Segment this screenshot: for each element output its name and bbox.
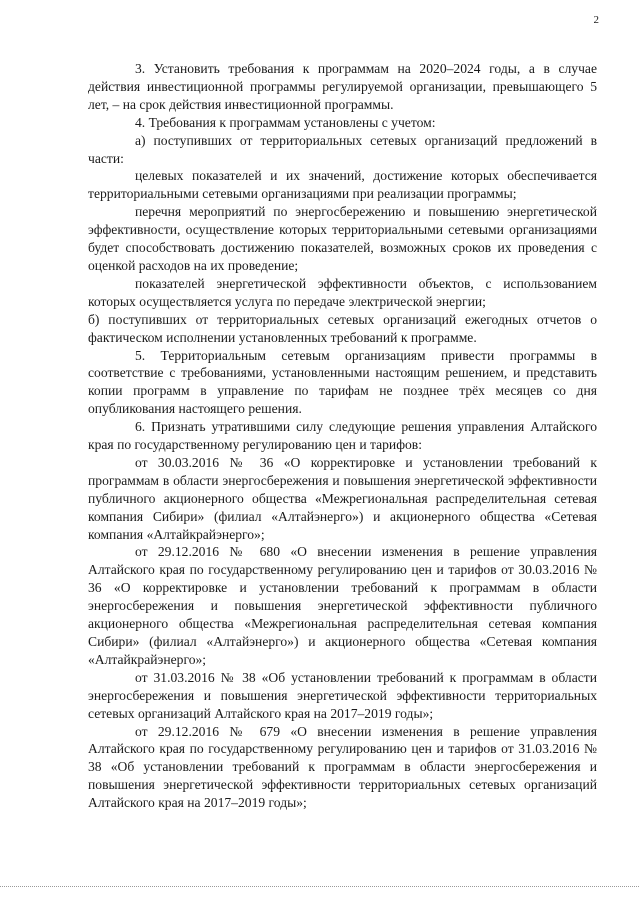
paragraph-5-bring-programs: 5. Территориальным сетевым организациям привести программы в соответствие с требованиями, установленными настоящим решением, и представить копии программ в управление по тарифам не позднее трёх месяцев со дня опубликования настоящего решения. <box>88 347 597 417</box>
paragraph-measures-list: перечня мероприятий по энергосбережению и повышению энергетической эффективности, осуществление которых территориальными сетевыми организациями будет способствовать достижению показателей, возможных сроков их проведения с оценкой расходов на их проведение; <box>88 204 597 273</box>
repealed-decision-38: от 31.03.2016 № 38 «Об установлении требований к программам в области энергосбережения и повышения энергетической эффективности территориальных сетевых организаций Алтайского края на 2017–2019 годы»; <box>88 669 597 721</box>
paragraph-4-requirements-basis: 4. Требования к программам установлены с учетом: <box>135 114 436 130</box>
paragraph-3-program-period: 3. Установить требования к программам на 2020–2024 годы, а в случае действия инвестиционной программы регулируемой организации, превышающего 5 лет, – на срок действия инвестиционной программы. <box>88 61 597 112</box>
paragraph-target-indicators: целевых показателей и их значений, достижение которых обеспечивается территориальными сетевыми организациями при реализации программы; <box>88 168 597 202</box>
repealed-decision-680: от 29.12.2016 № 680 «О внесении изменения в решение управления Алтайского края по государственному регулированию цен и тарифов от 30.03.2016 № 36 «О корректировке и установлении требований к программам в области энергосбережения и повышения энергетической эффективности публичного акционерного общества «Межрегиональная распределительная сетевая компания Сибири» (филиал «Алтайэнерго») и акционерного общества «Сетевая компания «Алтайкрайэнерго»; <box>88 544 597 667</box>
paragraph-6-repeal: 6. Признать утратившими силу следующие решения управления Алтайского края по государственному регулированию цен и тарифов: <box>88 419 597 453</box>
paragraph-4a-proposals: а) поступивших от территориальных сетевых организаций предложений в части: <box>88 132 597 166</box>
bottom-divider <box>0 886 639 887</box>
document-body <box>88 60 597 812</box>
paragraph-4b-reports: б) поступивших от территориальных сетевых организаций ежегодных отчетов о фактическом исполнении установленных требований к программе. <box>88 311 597 345</box>
repealed-decision-36: от 30.03.2016 № 36 «О корректировке и установлении требований к программам в области энергосбережения и повышения энергетической эффективности публичного акционерного общества «Межрегиональная распределительная сетевая компания Сибири» (филиал «Алтайэнерго») и акционерного общества «Сетевая компания «Алтайкрайэнерго»; <box>88 454 597 542</box>
paragraph-efficiency-indicators: показателей энергетической эффективности объектов, с использованием которых осуществляется услуга по передаче электрической энергии; <box>88 275 597 309</box>
repealed-decision-679: от 29.12.2016 № 679 «О внесении изменения в решение управления Алтайского края по государственному регулированию цен и тарифов от 31.03.2016 № 38 «Об установлении требований к программам в области энергосбережения и повышения энергетической эффективности территориальных сетевых организаций Алтайского края на 2017–2019 годы»; <box>88 723 597 811</box>
page-number: 2 <box>593 14 599 26</box>
